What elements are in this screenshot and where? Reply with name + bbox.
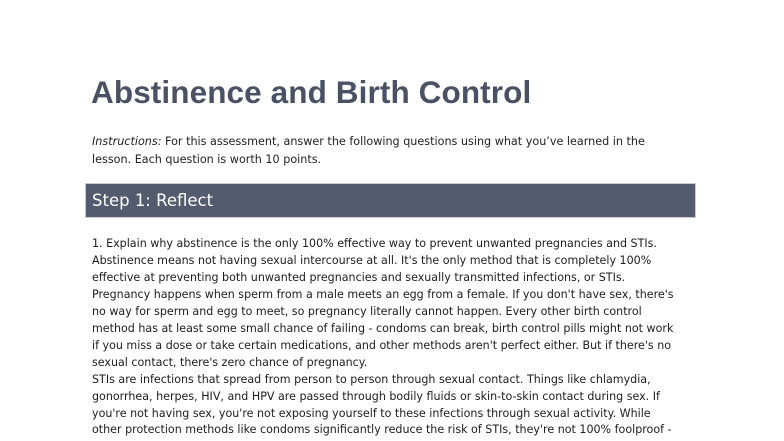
instructions-text-line2: lesson. Each question is worth 10 points. [92,153,322,166]
instructions-text-line1: For this assessment, answer the following questions using what you’ve learned in the [161,135,645,148]
instructions-label: Instructions: [92,135,162,148]
answer-line: gonorrhea, herpes, HIV, and HPV are passed through bodily fluids or skin-to-skin contact during sex. If [92,389,660,403]
answer-line: method has at least some small chance of failing - condoms can break, birth control pills might not work [92,321,674,335]
answer-line: Abstinence means not having sexual intercourse at all. It's the only method that is completely 100% [92,253,652,267]
answer-line: Pregnancy happens when sperm from a male meets an egg from a female. If you don't have sex, there's [92,287,674,301]
answer-line: effective at preventing both unwanted pregnancies and sexually transmitted infections, or STIs. [92,270,626,284]
page-title: Abstinence and Birth Control [91,74,532,110]
answer-line: other protection methods like condoms significantly reduce the risk of STIs, they're not 100% foolproof - [92,423,672,437]
answer-line: STIs are infections that spread from person to person through sexual contact. Things like chlamydia, [92,372,651,386]
section-heading-banner [85,183,696,218]
instructions-paragraph [92,133,702,169]
answer-line: if you miss a dose or take certain medications, and other methods aren't perfect either. But if there's no [92,338,672,352]
answer-line: 1. Explain why abstinence is the only 100% effective way to prevent unwanted pregnancies and STIs. [92,237,657,250]
answer-line: sexual contact, there's zero chance of pregnancy. [92,355,368,369]
answer-line: you're not having sex, you're not exposing yourself to these infections through sexual activity. While [92,406,651,420]
section-heading: Step 1: Reflect [92,191,214,210]
answer-text [92,236,712,439]
answer-line: no way for sperm and egg to meet, so pregnancy literally cannot happen. Every other birth control [92,304,642,318]
